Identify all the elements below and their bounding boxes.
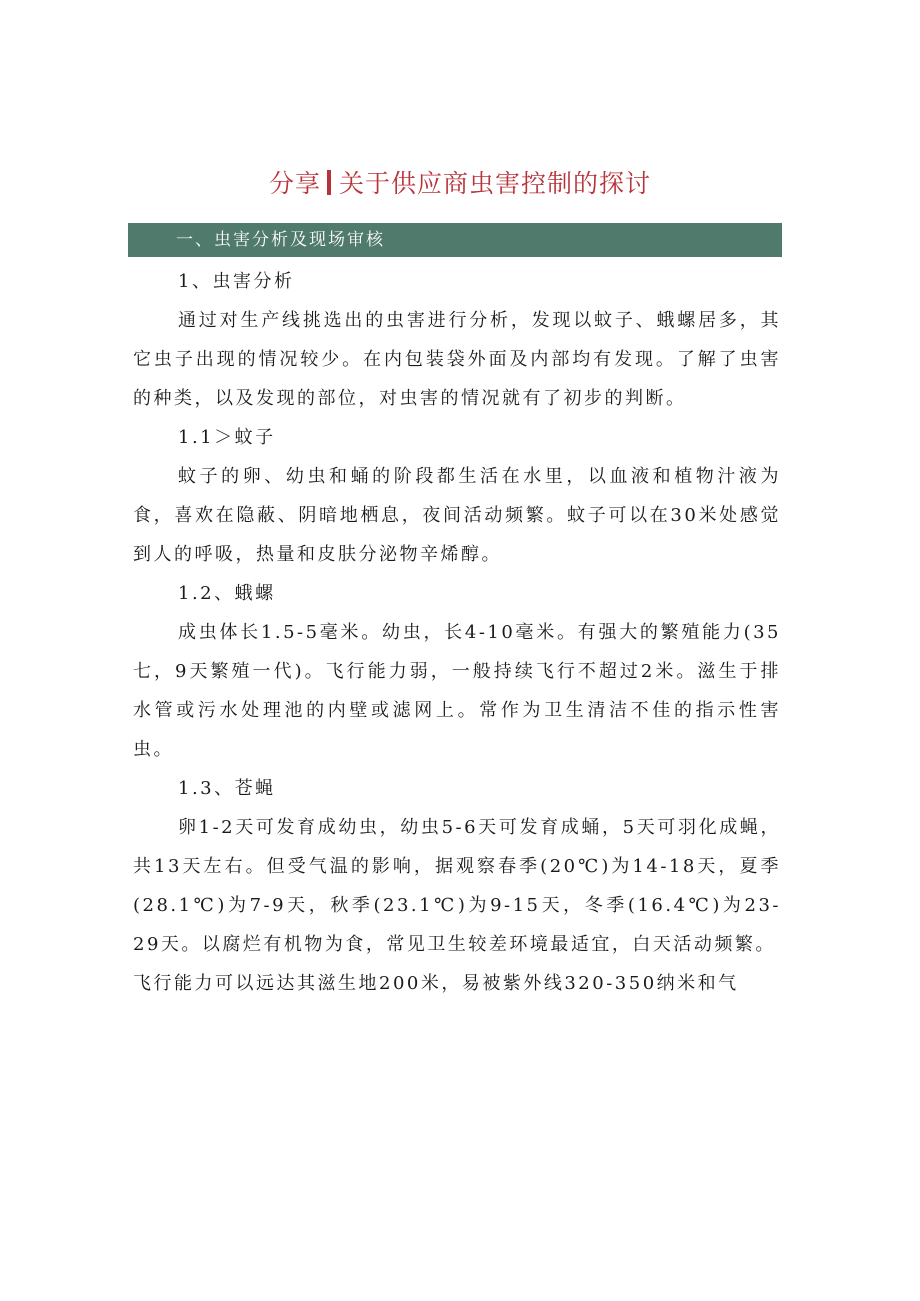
paragraph-mosquito: 蚊子的卵、幼虫和蛹的阶段都生活在水里，以血液和植物汁液为食，喜欢在隐蔽、阴暗地栖息，夜间活动频繁。蚊子可以在30米处感觉到人的呼吸，热量和皮肤分泌物辛烯醇。 [133, 466, 781, 565]
paragraph-pest-analysis: 通过对生产线挑选出的虫害进行分析，发现以蚊子、蛾螺居多，其它虫子出现的情况较少。在内包装袋外面及内部均有发现。了解了虫害的种类，以及发现的部位，对虫害的情况就有了初步的判断。 [133, 310, 781, 409]
paragraph-housefly: 卵1-2天可发育成幼虫，幼虫5-6天可发育成蛹，5天可羽化成蝇，共13天左右。但受气温的影响，据观察春季(20℃)为14-18天，夏季(28.1℃)为7-9天，秋季(23.1℃)为9-15天，冬季(16.4℃)为23-29天。以腐烂有机物为食，常见卫生较差环境最适宜，白天活动频繁。 [133, 817, 781, 955]
paragraph-flight-range: 飞行能力可以远达其滋生地200米，易被紫外线320-350纳米和气 [133, 973, 739, 994]
subheading-pest-analysis: 1、虫害分析 [178, 271, 295, 292]
title-prefix: 分享 [268, 169, 321, 198]
subheading-housefly: 1.3、苍蝇 [178, 778, 276, 799]
article-body [133, 262, 781, 1003]
section-header-bar [128, 223, 782, 257]
section-heading: 一、虫害分析及现场审核 [176, 230, 385, 250]
subheading-mosquito: 1.1＞蚊子 [178, 427, 276, 448]
title-main: 关于供应商虫害控制的探讨 [339, 169, 652, 198]
subheading-moth-fly: 1.2、蛾螺 [178, 583, 276, 604]
page-title [0, 166, 920, 202]
title-divider [327, 170, 331, 195]
paragraph-moth-fly: 成虫体长1.5-5毫米。幼虫，长4-10毫米。有强大的繁殖能力(35七，9天繁殖一代)。飞行能力弱，一般持续飞行不超过2米。滋生于排水管或污水处理池的内壁或滤网上。常作为卫生清洁不佳的指示性害虫。 [133, 622, 781, 760]
